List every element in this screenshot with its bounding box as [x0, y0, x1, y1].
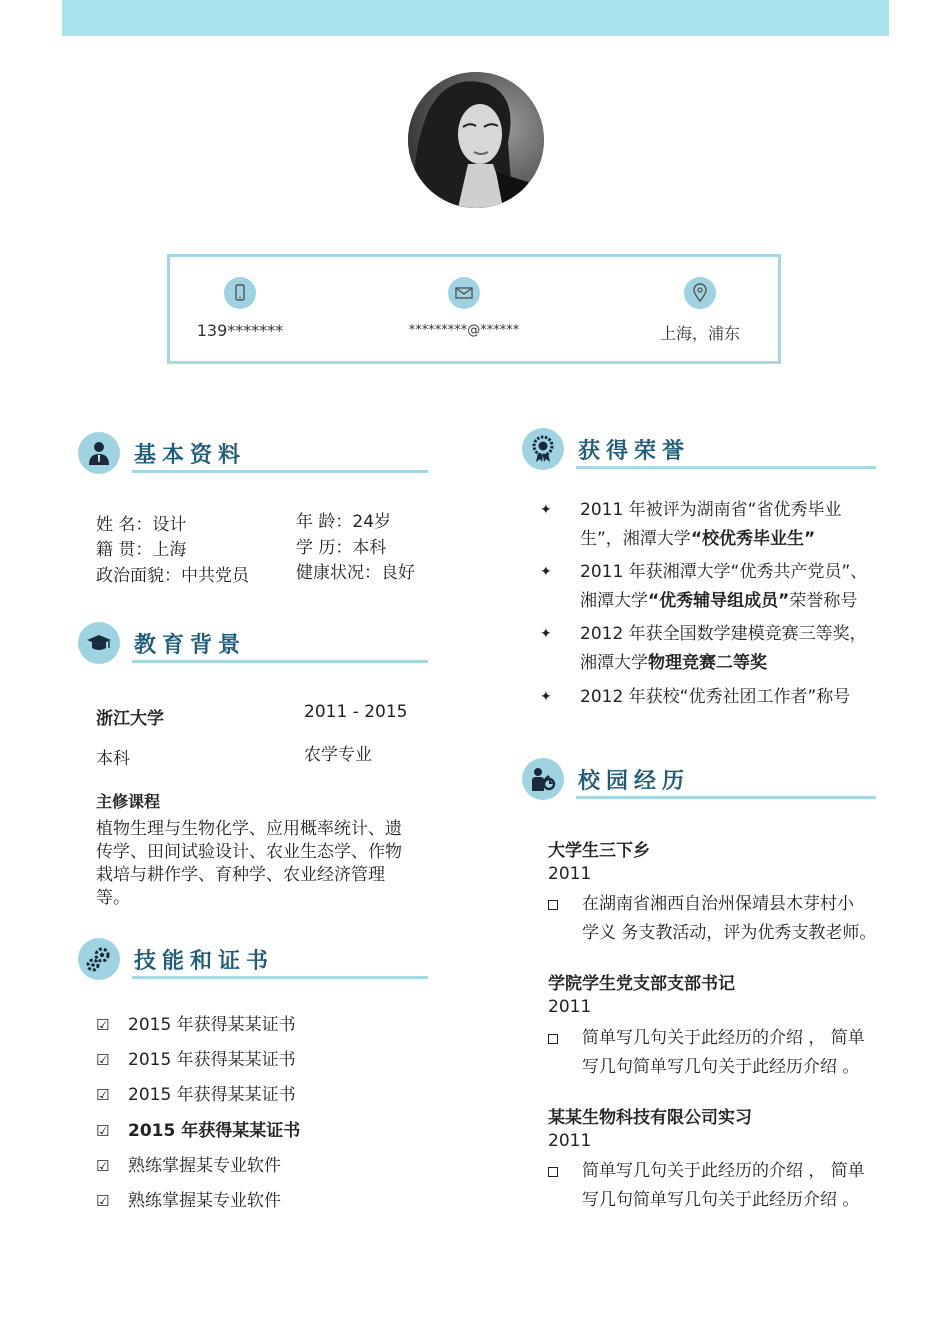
cert-item: ☑ 熟练掌握某专业软件 — [96, 1191, 281, 1211]
presenter-icon — [522, 758, 564, 800]
gears-icon — [78, 938, 120, 980]
section-basic-info — [78, 432, 430, 476]
course-line: 栽培与耕作学、育种学、农业经济管理等。 — [96, 865, 385, 908]
star-bullet-icon: ✦ — [540, 564, 552, 580]
cert-item: ☑ 2015 年获得某某证书 — [96, 1050, 296, 1070]
edu-courses-title: 主修课程 — [96, 792, 161, 811]
section-education — [78, 622, 430, 666]
star-bullet-icon: ✦ — [540, 626, 552, 642]
top-banner — [62, 0, 889, 36]
section-title: 校园经历 — [578, 769, 691, 794]
campus-title: 大学生三下乡 — [548, 841, 650, 861]
phone-icon — [224, 277, 256, 309]
cert-item: ☑ 熟练掌握某专业软件 — [96, 1156, 281, 1176]
checkbox-icon: ☑ — [96, 1157, 110, 1175]
section-title: 技能和证书 — [134, 949, 275, 974]
campus-year: 2011 — [548, 997, 592, 1017]
edu-major: 农学专业 — [304, 745, 372, 765]
star-bullet-icon: ✦ — [540, 689, 552, 705]
campus-year: 2011 — [548, 864, 592, 884]
email-text: *********@****** — [408, 323, 520, 338]
info-hometown: 籍 贯：上海 — [96, 540, 187, 560]
edu-courses — [96, 818, 416, 910]
contact-email — [364, 277, 564, 338]
course-line: 传学、田间试验设计、农业生态学、作物 — [96, 842, 402, 862]
phone-text: 139******* — [196, 321, 284, 340]
checkbox-icon: ☑ — [96, 1122, 110, 1140]
square-bullet-icon — [548, 900, 558, 910]
cert-item: ☑ 2015 年获得某某证书 — [96, 1121, 301, 1141]
square-bullet-icon — [548, 1167, 558, 1177]
campus-year: 2011 — [548, 1131, 592, 1151]
section-title: 基本资料 — [134, 443, 247, 468]
section-divider — [132, 660, 428, 663]
award-medal-icon — [522, 428, 564, 470]
cert-item: ☑ 2015 年获得某某证书 — [96, 1085, 296, 1105]
person-icon — [78, 432, 120, 474]
section-divider — [132, 470, 428, 473]
campus-title: 学院学生党支部支部书记 — [548, 974, 735, 994]
info-politics: 政治面貌：中共党员 — [96, 566, 249, 586]
section-divider — [132, 976, 428, 979]
info-name: 姓 名：设计 — [96, 515, 187, 535]
section-campus — [522, 758, 878, 802]
contact-location — [600, 277, 800, 344]
course-line: 植物生理与生物化学、应用概率统计、遗 — [96, 819, 402, 839]
section-title: 获得荣誉 — [578, 439, 691, 464]
section-divider — [576, 796, 876, 799]
info-health: 健康状况：良好 — [296, 563, 415, 583]
profile-photo — [408, 72, 544, 208]
star-bullet-icon: ✦ — [540, 502, 552, 518]
contact-box — [167, 254, 781, 364]
edu-years: 2011 - 2015 — [304, 702, 408, 722]
edu-school: 浙江大学 — [96, 709, 164, 729]
section-honors — [522, 428, 878, 472]
location-pin-icon — [684, 277, 716, 309]
edu-level: 本科 — [96, 749, 130, 769]
info-degree: 学 历：本科 — [296, 538, 387, 558]
cert-item: ☑ 2015 年获得某某证书 — [96, 1015, 296, 1035]
checkbox-icon: ☑ — [96, 1086, 110, 1104]
section-title: 教育背景 — [134, 633, 247, 658]
campus-title: 某某生物科技有限公司实习 — [548, 1108, 752, 1128]
checkbox-icon: ☑ — [96, 1051, 110, 1069]
section-skills — [78, 938, 430, 982]
mail-icon — [448, 277, 480, 309]
contact-phone — [140, 277, 340, 340]
graduation-cap-icon — [78, 622, 120, 664]
checkbox-icon: ☑ — [96, 1016, 110, 1034]
section-divider — [576, 466, 876, 469]
info-age: 年 龄：24岁 — [296, 512, 392, 532]
checkbox-icon: ☑ — [96, 1192, 110, 1210]
location-text: 上海，浦东 — [659, 324, 740, 343]
square-bullet-icon — [548, 1034, 558, 1044]
